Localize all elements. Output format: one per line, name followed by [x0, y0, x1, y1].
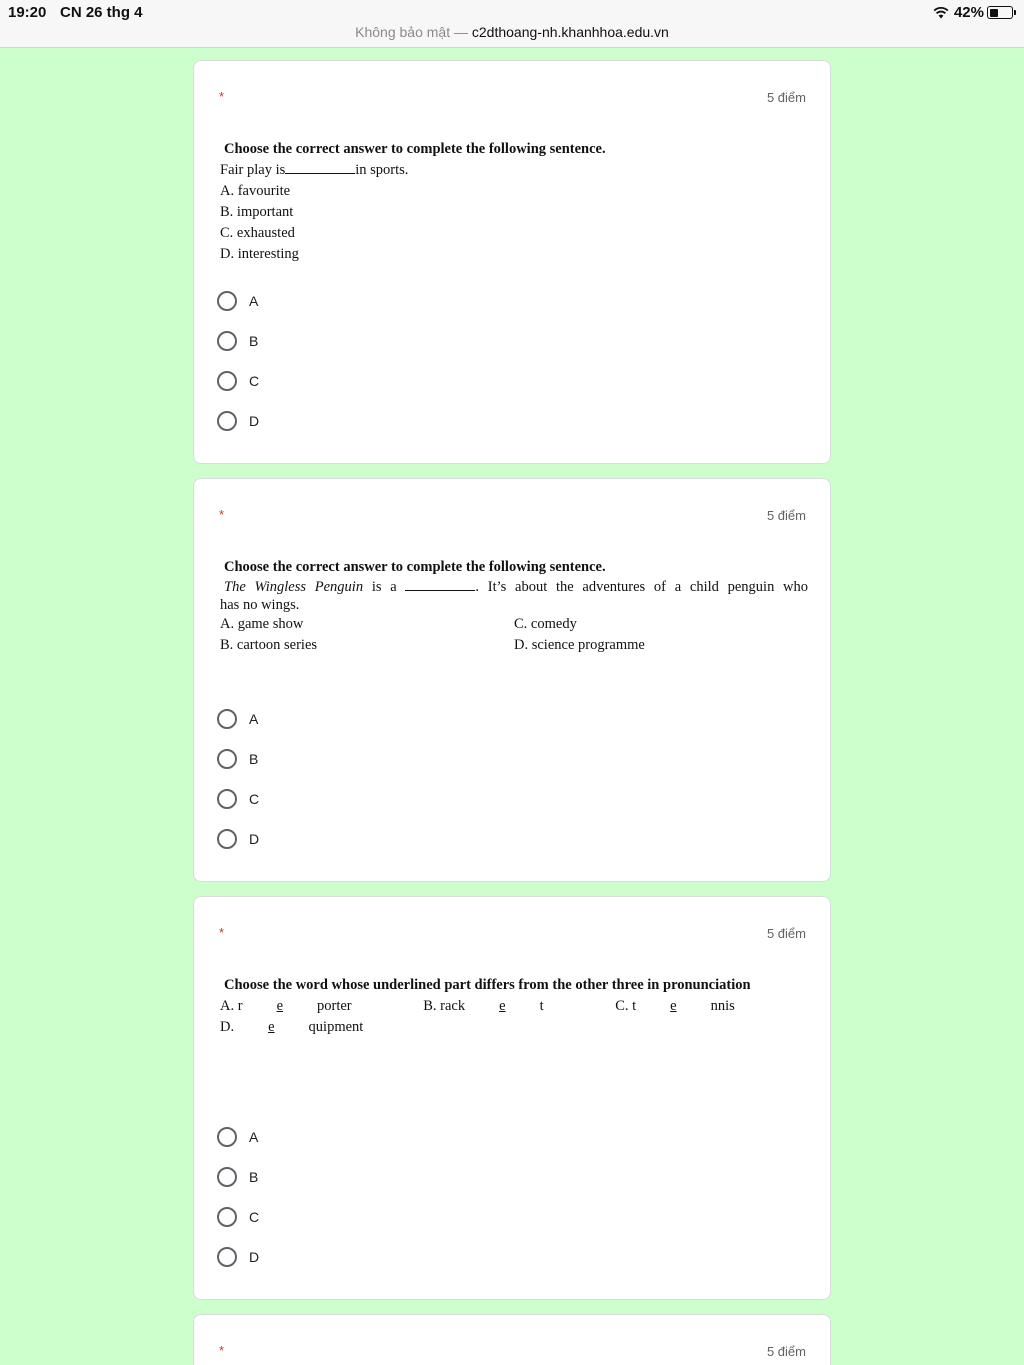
question-card-3 — [193, 896, 831, 1300]
stem-mid: is a — [371, 579, 397, 595]
points-label: 5 điểm — [766, 926, 806, 941]
option-label: B — [249, 751, 259, 767]
choice-text: D. science programme — [514, 637, 645, 653]
radio-option-b[interactable] — [217, 739, 259, 779]
radio-option-c[interactable] — [217, 1197, 259, 1237]
option-label: D — [249, 831, 260, 847]
choice-row — [220, 635, 808, 656]
radio-circle-icon[interactable] — [217, 1247, 237, 1267]
option-label: C — [249, 373, 260, 389]
radio-option-c[interactable] — [217, 779, 259, 819]
question-card-4 — [193, 1314, 831, 1365]
radio-option-a[interactable] — [217, 699, 259, 739]
word-choice-c: C. t e nnis — [615, 998, 735, 1014]
choice-text: A. favourite — [220, 183, 291, 199]
option-label: D — [249, 1249, 260, 1265]
radio-option-b[interactable] — [217, 321, 259, 361]
battery-icon — [987, 6, 1013, 19]
url-bar[interactable] — [0, 24, 1024, 40]
radio-circle-icon[interactable] — [217, 1167, 237, 1187]
option-label: C — [249, 1209, 260, 1225]
question-text — [220, 139, 808, 265]
choice-text: B. important — [220, 204, 294, 220]
wifi-icon — [933, 6, 949, 19]
choice-row — [220, 614, 808, 635]
required-mark: * — [219, 89, 225, 104]
choice-text: C. exhausted — [220, 225, 295, 241]
answer-blank — [285, 162, 355, 174]
status-date: CN 26 thg 4 — [60, 4, 143, 21]
battery-percent: 42% — [953, 4, 984, 21]
required-mark: * — [219, 507, 225, 522]
option-label: A — [249, 293, 259, 309]
question-title: Choose the correct answer to complete the following sentence. — [224, 141, 606, 157]
radio-circle-icon[interactable] — [217, 789, 237, 809]
question-stem — [220, 578, 808, 597]
question-title: Choose the word whose underlined part differs from the other three in pronunciation — [224, 977, 751, 993]
question-text — [220, 557, 808, 656]
url-domain: c2dthoang-nh.khanhhoa.edu.vn — [471, 24, 669, 40]
stem-after: in sports. — [355, 162, 409, 178]
required-mark: * — [219, 925, 225, 940]
stem-after: . It’s about the adventures of a child penguin who — [475, 579, 809, 595]
radio-circle-icon[interactable] — [217, 709, 237, 729]
word-choice-d: D.e quipment — [220, 1019, 364, 1035]
points-label: 5 điểm — [766, 1344, 806, 1359]
radio-circle-icon[interactable] — [217, 749, 237, 769]
choice-text: A. game show — [220, 616, 304, 632]
word-choices — [220, 996, 808, 1038]
radio-group — [217, 1117, 259, 1277]
question-text — [220, 975, 808, 1038]
radio-circle-icon[interactable] — [217, 829, 237, 849]
question-title: Choose the correct answer to complete the following sentence. — [224, 559, 606, 575]
radio-circle-icon[interactable] — [217, 291, 237, 311]
radio-circle-icon[interactable] — [217, 371, 237, 391]
answer-blank — [405, 579, 475, 591]
radio-circle-icon[interactable] — [217, 1207, 237, 1227]
stem-before: Fair play is — [220, 162, 286, 178]
question-stem — [220, 160, 808, 181]
radio-circle-icon[interactable] — [217, 331, 237, 351]
radio-option-d[interactable] — [217, 819, 259, 859]
option-label: A — [249, 1129, 259, 1145]
battery-tip — [1014, 10, 1016, 15]
radio-circle-icon[interactable] — [217, 411, 237, 431]
points-label: 5 điểm — [766, 508, 806, 523]
word-choice-b: B. rack e t — [423, 998, 544, 1014]
option-label: D — [249, 413, 260, 429]
option-label: B — [249, 1169, 259, 1185]
radio-option-a[interactable] — [217, 1117, 259, 1157]
radio-group — [217, 281, 259, 441]
radio-option-d[interactable] — [217, 401, 259, 441]
status-indicators — [933, 4, 1016, 21]
stem-line-2: has no wings. — [220, 597, 300, 613]
question-card-1 — [193, 60, 831, 464]
browser-top-bar — [0, 0, 1024, 48]
radio-option-b[interactable] — [217, 1157, 259, 1197]
points-label: 5 điểm — [766, 90, 806, 105]
status-time: 19:20 — [8, 4, 47, 21]
radio-circle-icon[interactable] — [217, 1127, 237, 1147]
radio-group — [217, 699, 259, 859]
option-label: B — [249, 333, 259, 349]
radio-option-d[interactable] — [217, 1237, 259, 1277]
url-security-label: Không bảo mật — — [355, 24, 468, 40]
radio-option-a[interactable] — [217, 281, 259, 321]
choice-text: B. cartoon series — [220, 637, 318, 653]
option-label: C — [249, 791, 260, 807]
required-mark: * — [219, 1343, 225, 1358]
choice-text: D. interesting — [220, 246, 299, 262]
stem-italic: The Wingless Penguin — [224, 579, 364, 595]
option-label: A — [249, 711, 259, 727]
question-card-2 — [193, 478, 831, 882]
radio-option-c[interactable] — [217, 361, 259, 401]
word-choice-a: A. r e porter — [220, 998, 352, 1014]
choice-text: C. comedy — [514, 616, 577, 632]
